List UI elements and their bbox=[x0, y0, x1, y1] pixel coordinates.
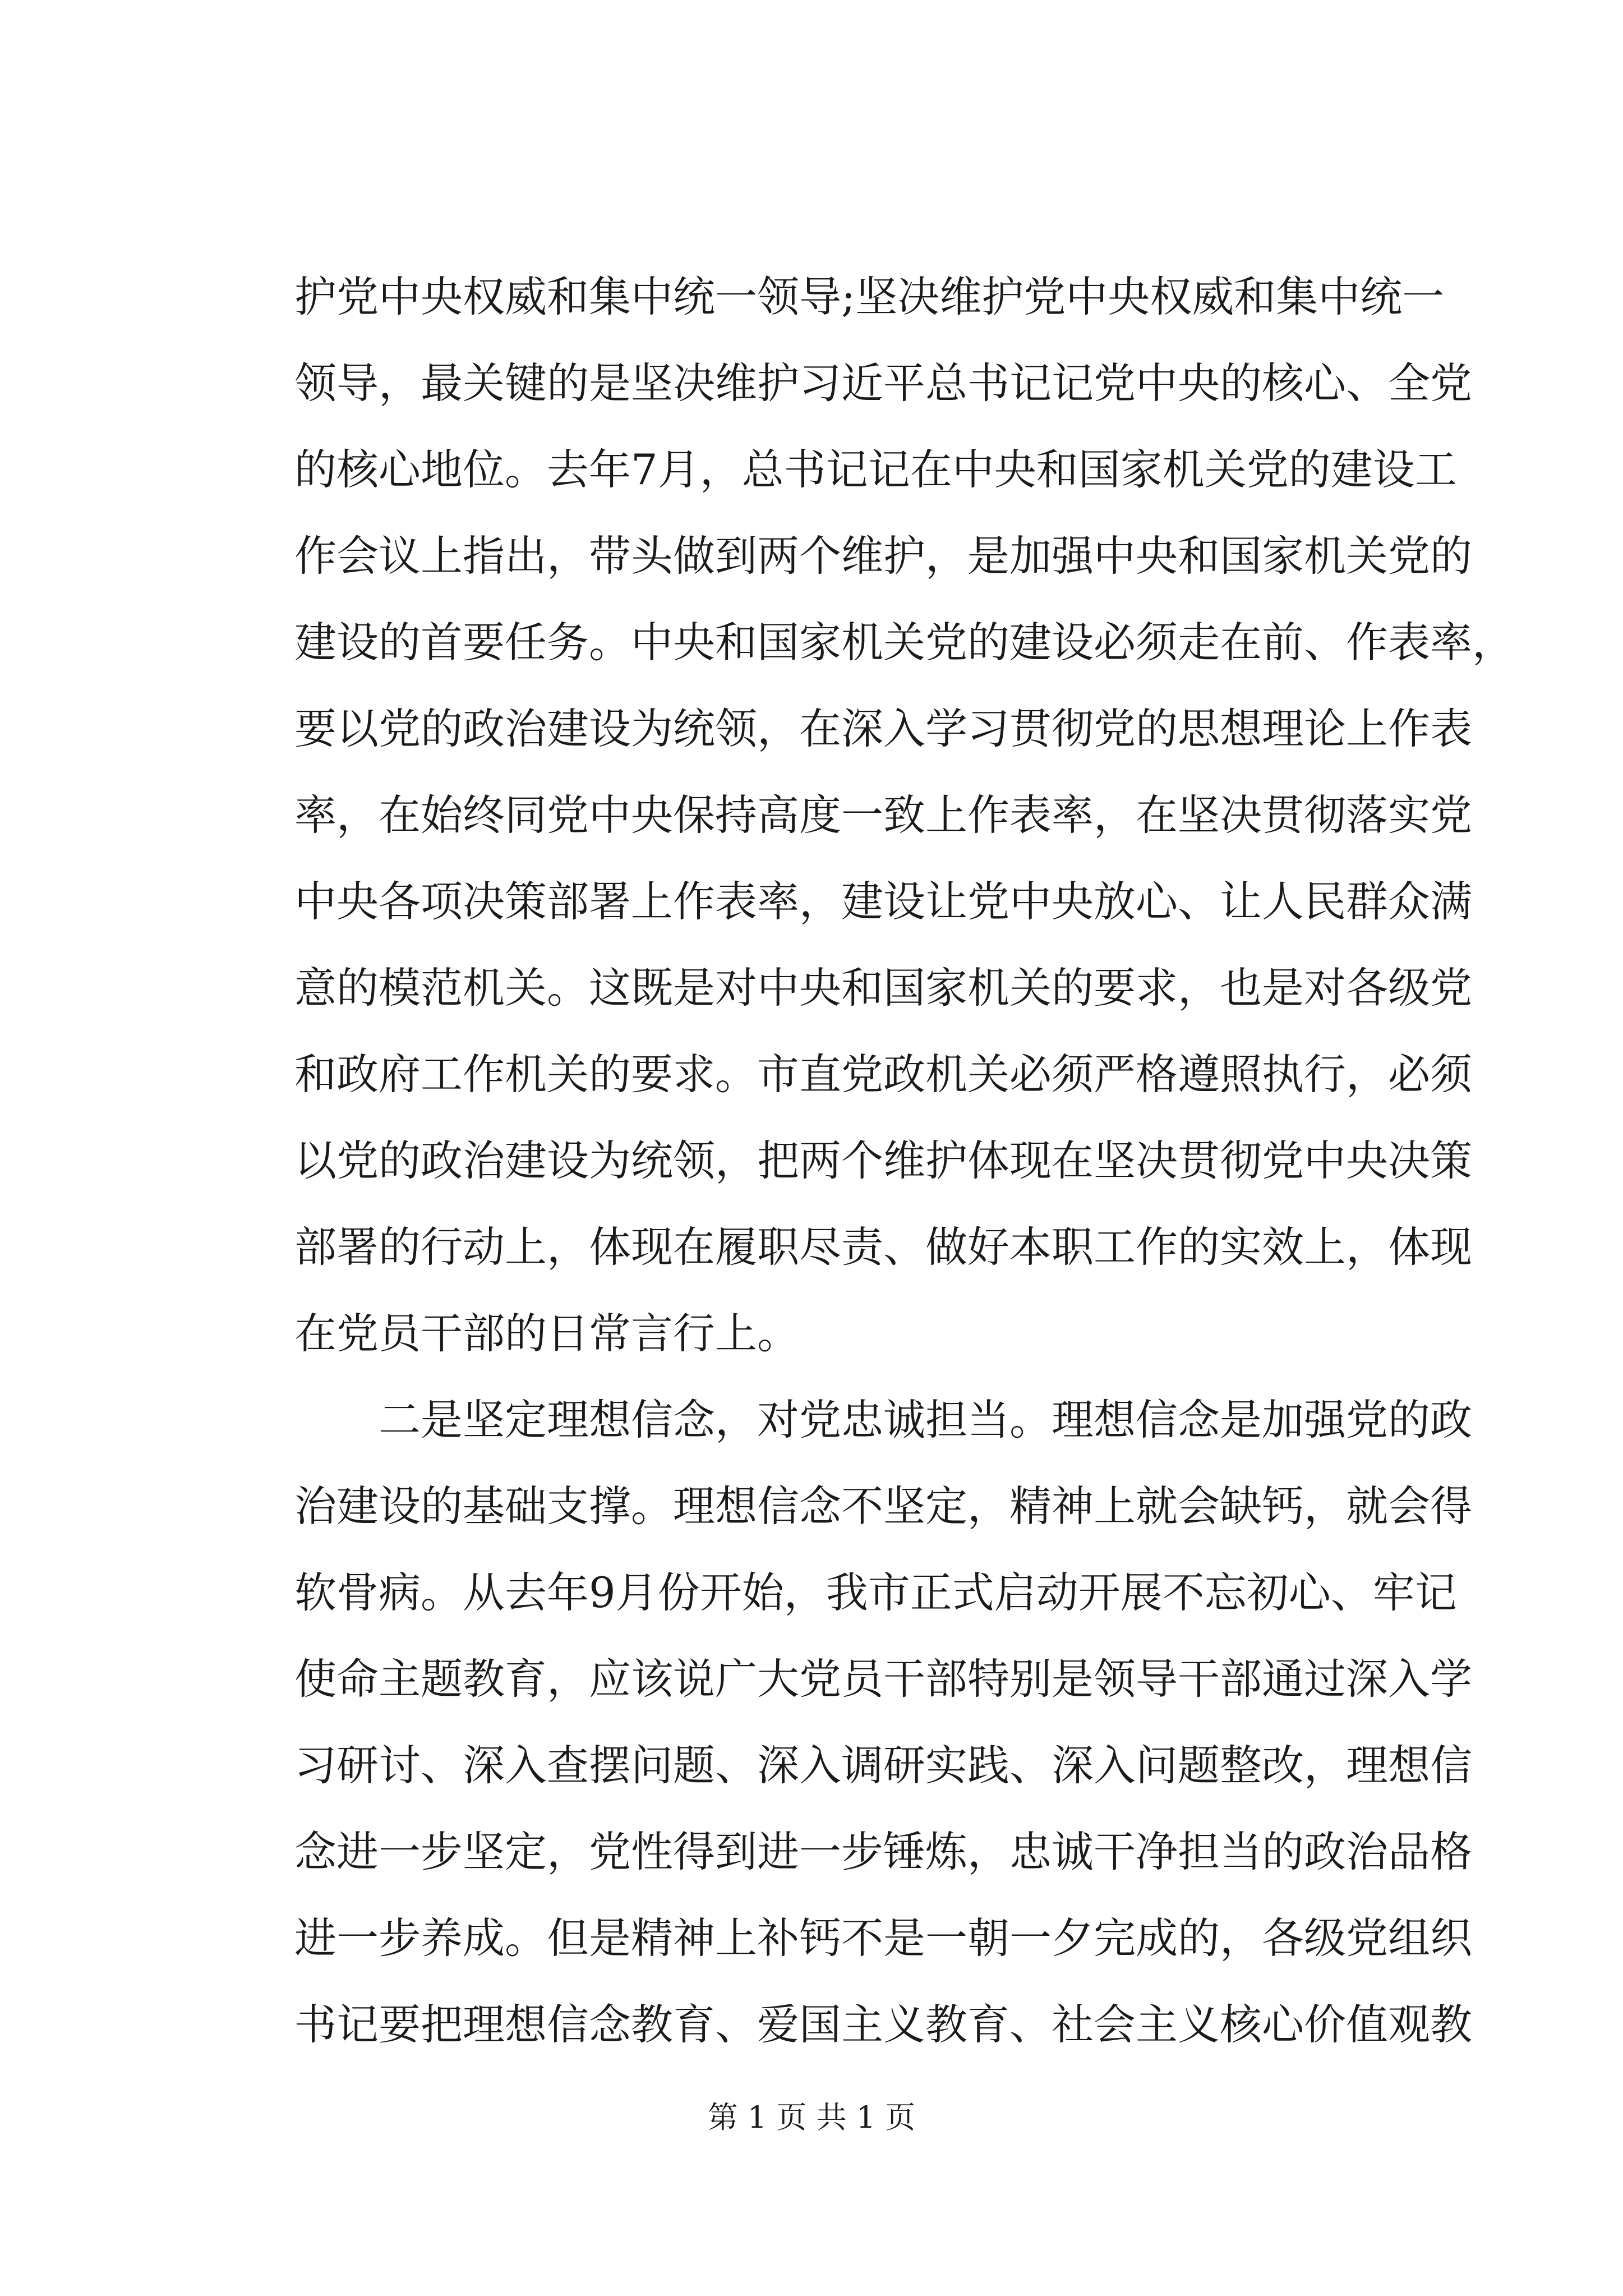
text-line: 和政府工作机关的要求。市直党政机关必须严格遵照执行，必须 bbox=[294, 1050, 1473, 1099]
document-body bbox=[294, 254, 1515, 2068]
text-line: 二是坚定理想信念，对党忠诚担当。理想信念是加强党的政 bbox=[294, 1395, 1473, 1444]
text-line: 部署的行动上，体现在履职尽责、做好本职工作的实效上，体现 bbox=[294, 1222, 1473, 1272]
text-line: 建设的首要任务。中央和国家机关党的建设必须走在前、作表率， bbox=[294, 618, 1515, 667]
page-number: 第 1 页 共 1 页 bbox=[707, 2100, 916, 2135]
text-line: 使命主题教育，应该说广大党员干部特别是领导干部通过深入学 bbox=[294, 1654, 1473, 1704]
text-line: 作会议上指出，带头做到两个维护，是加强中央和国家机关党的 bbox=[294, 531, 1473, 581]
text-line: 治建设的基础支撑。理想信念不坚定，精神上就会缺钙，就会得 bbox=[294, 1481, 1473, 1531]
text-line: 率，在始终同党中央保持高度一致上作表率，在坚决贯彻落实党 bbox=[294, 790, 1473, 840]
text-line: 习研讨、深入查摆问题、深入调研实践、深入问题整改，理想信 bbox=[294, 1741, 1473, 1790]
page-footer bbox=[0, 2098, 1623, 2137]
text-line: 护党中央权威和集中统一领导;坚决维护党中央权威和集中统一 bbox=[294, 272, 1445, 321]
text-line: 进一步养成。但是精神上补钙不是一朝一夕完成的，各级党组织 bbox=[294, 1913, 1473, 1963]
paragraph-1 bbox=[294, 254, 1515, 1377]
text-line: 书记要把理想信念教育、爱国主义教育、社会主义核心价值观教 bbox=[294, 2000, 1473, 2049]
text-line: 以党的政治建设为统领，把两个维护体现在坚决贯彻党中央决策 bbox=[294, 1136, 1473, 1185]
text-line: 中央各项决策部署上作表率，建设让党中央放心、让人民群众满 bbox=[294, 877, 1473, 926]
text-line: 领导，最关键的是坚决维护习近平总书记记党中央的核心、全党 bbox=[294, 358, 1473, 408]
text-line: 的核心地位。去年7月，总书记记在中央和国家机关党的建设工 bbox=[294, 445, 1457, 494]
text-line: 要以党的政治建设为统领，在深入学习贯彻党的思想理论上作表 bbox=[294, 704, 1473, 753]
text-line: 念进一步坚定，党性得到进一步锤炼，忠诚干净担当的政治品格 bbox=[294, 1827, 1473, 1876]
text-line: 在党员干部的日常言行上。 bbox=[294, 1309, 800, 1358]
paragraph-2 bbox=[294, 1377, 1473, 2068]
text-line: 意的模范机关。这既是对中央和国家机关的要求，也是对各级党 bbox=[294, 963, 1473, 1013]
text-line: 软骨病。从去年9月份开始，我市正式启动开展不忘初心、牢记 bbox=[294, 1568, 1457, 1617]
